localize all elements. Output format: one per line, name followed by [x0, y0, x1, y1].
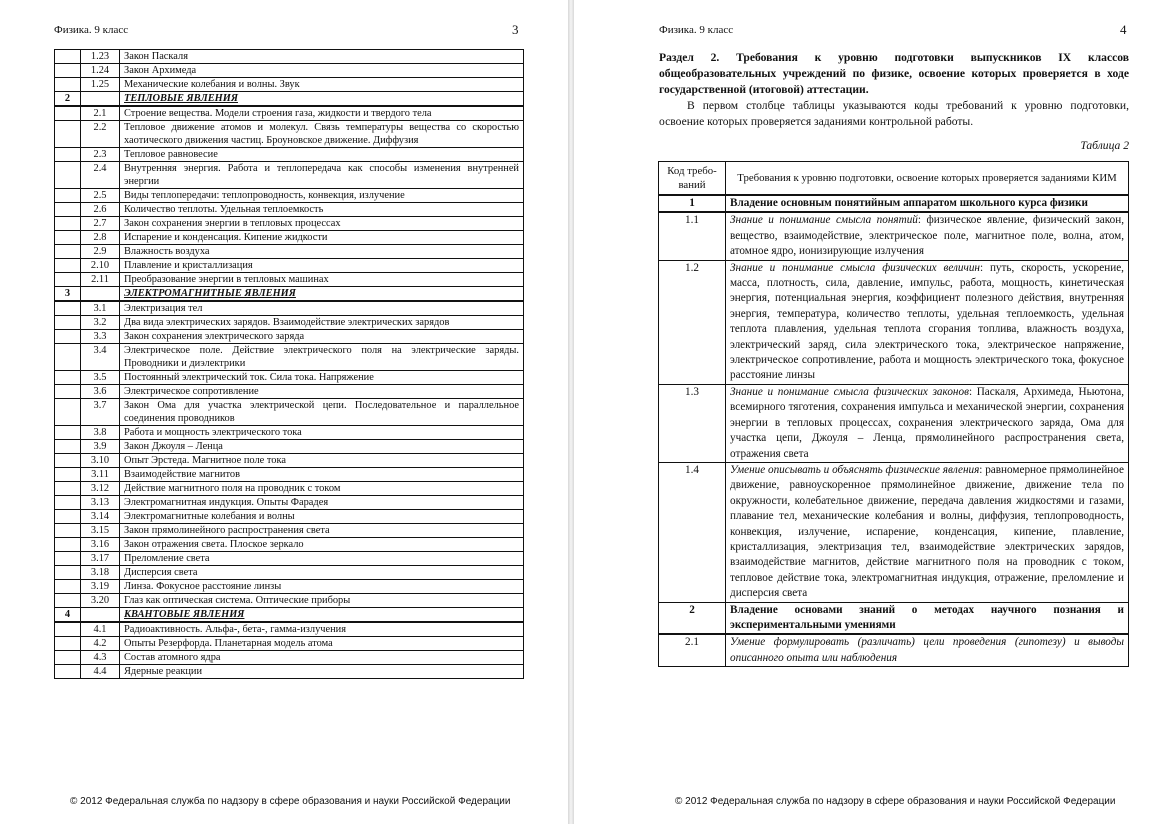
section-number — [55, 203, 81, 217]
element-text: Глаз как оптическая система. Оптические приборы — [120, 594, 524, 608]
requirement-code: 1.2 — [659, 260, 726, 384]
element-text: Преобразование энергии в тепловых машинах — [120, 273, 524, 287]
element-text: Дисперсия света — [120, 566, 524, 580]
table-row — [659, 260, 1129, 384]
element-code: 2.6 — [81, 203, 120, 217]
page-footer: © 2012 Федеральная служба по надзору в сфере образования и науки Российской Федерации — [70, 796, 511, 807]
element-code — [81, 608, 120, 623]
element-text: Ядерные реакции — [120, 665, 524, 679]
element-code: 2.8 — [81, 231, 120, 245]
section-number — [55, 482, 81, 496]
element-text: ТЕПЛОВЫЕ ЯВЛЕНИЯ — [120, 92, 524, 107]
element-code: 3.6 — [81, 385, 120, 399]
section-number — [55, 385, 81, 399]
section-number — [55, 344, 81, 371]
page-number: 4 — [1120, 22, 1127, 37]
element-code: 3.9 — [81, 440, 120, 454]
element-code: 2.5 — [81, 189, 120, 203]
element-code: 1.24 — [81, 64, 120, 78]
requirements-table — [658, 161, 1129, 667]
section-number — [55, 566, 81, 580]
element-text: КВАНТОВЫЕ ЯВЛЕНИЯ — [120, 608, 524, 623]
requirement-lead: Знание и понимание смысла физических законов — [730, 385, 969, 398]
element-text: ЭЛЕКТРОМАГНИТНЫЕ ЯВЛЕНИЯ — [120, 287, 524, 302]
element-text: Два вида электрических зарядов. Взаимодействие электрических зарядов — [120, 316, 524, 330]
header-description: Требования к уровню подготовки, освоение которых проверяется заданиями КИМ — [726, 162, 1129, 196]
element-text: Электрическое поле. Действие электрического поля на электрические заряды. Проводники и диэлектрики — [120, 344, 524, 371]
section-number — [55, 106, 81, 121]
page-number: 3 — [512, 22, 519, 37]
table-row — [55, 245, 524, 259]
element-text: Электромагнитная индукция. Опыты Фарадея — [120, 496, 524, 510]
table-row — [55, 50, 524, 64]
section-number — [55, 273, 81, 287]
page-header: Физика. 9 класс — [659, 24, 734, 36]
element-code: 3.17 — [81, 552, 120, 566]
element-text: Радиоактивность. Альфа-, бета-, гамма-излучения — [120, 622, 524, 637]
section-number — [55, 399, 81, 426]
element-text: Закон Архимеда — [120, 64, 524, 78]
requirement-code: 2.1 — [659, 634, 726, 666]
table-row — [55, 399, 524, 426]
element-text: Опыт Эрстеда. Магнитное поле тока — [120, 454, 524, 468]
requirement-text: Владение основами знаний о методах научного познания и экспериментальными умениями — [730, 603, 1124, 631]
table-header-row — [659, 162, 1129, 196]
table-row — [55, 301, 524, 316]
element-code: 1.25 — [81, 78, 120, 92]
table-row — [55, 566, 524, 580]
element-code: 3.2 — [81, 316, 120, 330]
table-row — [55, 454, 524, 468]
element-text: Линза. Фокусное расстояние линзы — [120, 580, 524, 594]
section-number — [55, 330, 81, 344]
section-number — [55, 189, 81, 203]
element-text: Закон отражения света. Плоское зеркало — [120, 538, 524, 552]
table-row — [55, 482, 524, 496]
element-code: 3.1 — [81, 301, 120, 316]
element-text: Закон Джоуля – Ленца — [120, 440, 524, 454]
requirement-description — [726, 260, 1129, 384]
element-code: 2.10 — [81, 259, 120, 273]
requirement-code: 1.3 — [659, 384, 726, 462]
section-number — [55, 78, 81, 92]
section-number — [55, 594, 81, 608]
section-number — [55, 259, 81, 273]
element-text: Влажность воздуха — [120, 245, 524, 259]
table-row — [55, 273, 524, 287]
table-row — [55, 468, 524, 482]
table-row — [55, 440, 524, 454]
table-row — [55, 148, 524, 162]
element-code: 2.11 — [81, 273, 120, 287]
table-row — [55, 121, 524, 148]
requirement-description — [726, 602, 1129, 634]
element-text: Количество теплоты. Удельная теплоемкость — [120, 203, 524, 217]
table-row — [55, 189, 524, 203]
requirement-code: 2 — [659, 602, 726, 634]
table-row — [659, 462, 1129, 602]
table-row — [55, 259, 524, 273]
element-code: 2.7 — [81, 217, 120, 231]
requirement-lead: Умение описывать и объяснять физические явления — [730, 463, 980, 476]
element-code: 3.12 — [81, 482, 120, 496]
element-text: Постоянный электрический ток. Сила тока. Напряжение — [120, 371, 524, 385]
element-text: Виды теплопередачи: теплопроводность, конвекция, излучение — [120, 189, 524, 203]
element-code — [81, 287, 120, 302]
element-text: Строение вещества. Модели строения газа, жидкости и твердого тела — [120, 106, 524, 121]
element-code: 3.13 — [81, 496, 120, 510]
requirement-lead: Умение формулировать (различать) цели проведения (гипотезу) и выводы описанного опыта или наблюдения — [730, 636, 1124, 664]
requirement-text: Владение основным понятийным аппаратом школьного курса физики — [730, 197, 1088, 209]
section-number — [55, 580, 81, 594]
table-row — [55, 622, 524, 637]
element-text: Механические колебания и волны. Звук — [120, 78, 524, 92]
requirement-code: 1.4 — [659, 462, 726, 602]
element-code: 4.4 — [81, 665, 120, 679]
requirement-description — [726, 462, 1129, 602]
element-code: 3.11 — [81, 468, 120, 482]
section-number — [55, 245, 81, 259]
element-code: 3.20 — [81, 594, 120, 608]
element-text: Закон сохранения энергии в тепловых процессах — [120, 217, 524, 231]
element-text: Плавление и кристаллизация — [120, 259, 524, 273]
element-text: Опыты Резерфорда. Планетарная модель атома — [120, 637, 524, 651]
element-text: Тепловое равновесие — [120, 148, 524, 162]
element-text: Закон Ома для участка электрической цепи. Последовательное и параллельное соединения проводников — [120, 399, 524, 426]
element-code: 3.10 — [81, 454, 120, 468]
requirement-lead: Знание и понимание смысла физических величин — [730, 261, 980, 274]
requirement-text: : физическое явление, физический закон, вещество, взаимодействие, электрическое поле, магнитное поле, волна, атом, атомное ядро, ионизирующие излучения — [730, 214, 1124, 258]
table-row — [659, 212, 1129, 260]
element-text: Преломление света — [120, 552, 524, 566]
section-row — [659, 602, 1129, 634]
content-codes-table — [54, 49, 524, 679]
element-code: 3.14 — [81, 510, 120, 524]
section-number — [55, 622, 81, 637]
requirement-description — [726, 195, 1129, 212]
element-text: Работа и мощность электрического тока — [120, 426, 524, 440]
section-number — [55, 510, 81, 524]
section-number — [55, 665, 81, 679]
element-code: 3.5 — [81, 371, 120, 385]
element-code: 3.3 — [81, 330, 120, 344]
section-number — [55, 426, 81, 440]
element-code: 3.7 — [81, 399, 120, 426]
table-row — [55, 580, 524, 594]
page-footer: © 2012 Федеральная служба по надзору в сфере образования и науки Российской Федерации — [675, 796, 1116, 807]
element-text: Электромагнитные колебания и волны — [120, 510, 524, 524]
element-code: 2.3 — [81, 148, 120, 162]
section-number: 3 — [55, 287, 81, 302]
element-text: Состав атомного ядра — [120, 651, 524, 665]
section-number — [55, 371, 81, 385]
table-row — [55, 203, 524, 217]
header-code: Код требо-ваний — [659, 162, 726, 196]
requirement-text: : путь, скорость, ускорение, масса, плотность, сила, давление, импульс, работа, мощность, кинетическая энергия, потенциальная энергия, коэффициент полезного действия, внутренняя энергия, температура, количество теплоты, удельная теплоемкость, удельная теплота плавления, удельная теплота сгорания топлива, влажность воздуха, электрический заряд, сила электрического тока, электрическое напряжение, электрическое сопротивление, работа и мощность электрического тока, фокусное расстояние линзы — [730, 261, 1124, 382]
section-heading: Раздел 2. Требования к уровню подготовки выпускников IX классов общеобразовательных учреждений по физике, освоение которых проверяется в ходе государственной (итоговой) аттестации. — [659, 51, 1129, 96]
element-code: 4.3 — [81, 651, 120, 665]
requirement-code: 1.1 — [659, 212, 726, 260]
table-row — [55, 426, 524, 440]
requirement-lead: Знание и понимание смысла понятий — [730, 214, 918, 227]
section-number: 4 — [55, 608, 81, 623]
element-code: 3.18 — [81, 566, 120, 580]
table-row — [55, 162, 524, 189]
table-row — [55, 496, 524, 510]
element-code: 3.4 — [81, 344, 120, 371]
table-row — [55, 371, 524, 385]
section-number — [55, 468, 81, 482]
element-text: Внутренняя энергия. Работа и теплопередача как способы изменения внутренней энергии — [120, 162, 524, 189]
section-number — [55, 148, 81, 162]
requirement-description — [726, 212, 1129, 260]
element-code — [81, 92, 120, 107]
table-row — [659, 634, 1129, 666]
table-row — [55, 385, 524, 399]
element-text: Закон сохранения электрического заряда — [120, 330, 524, 344]
requirement-description — [726, 384, 1129, 462]
table-row — [55, 665, 524, 679]
element-code: 4.2 — [81, 637, 120, 651]
table-label: Таблица 2 — [1080, 139, 1129, 152]
requirement-text: : равномерное прямолинейное движение, равноускоренное прямолинейное движение, движение тела по окружности, колебательное движение, передача давления жидкостями и газами, плавание тел, механические колебания и волны, диффузия, теплопроводность, конвекция, излучение, испарение, конденсация, кипение, плавление, кристаллизация, электризация тел, взаимодействие электрических зарядов, взаимодействие магнитов, действие магнитного поля на проводник с током, тепловое действие тока, электромагнитная индукция, отражение, преломление и дисперсия света — [730, 463, 1124, 600]
page-header: Физика. 9 класс — [54, 24, 129, 36]
table-row — [55, 217, 524, 231]
left-page — [0, 0, 568, 824]
section-number — [55, 162, 81, 189]
section-number — [55, 637, 81, 651]
section-number — [55, 496, 81, 510]
element-code: 3.8 — [81, 426, 120, 440]
section-number — [55, 524, 81, 538]
section-number — [55, 121, 81, 148]
section-number — [55, 552, 81, 566]
section-number — [55, 651, 81, 665]
requirement-description — [726, 634, 1129, 666]
section-number — [55, 301, 81, 316]
table-row — [55, 231, 524, 245]
table-row — [55, 552, 524, 566]
section-row — [659, 195, 1129, 212]
section-number — [55, 538, 81, 552]
table-row — [55, 78, 524, 92]
requirement-text: : Паскаля, Архимеда, Ньютона, всемирного тяготения, сохранения импульса и механической энергии, сохранения энергии в тепловых процессах, сохранения электрического заряда, Ома для участка цепи, Джоуля – Ленца, прямолинейного распространения света, отражения света — [730, 385, 1124, 460]
section-number — [55, 231, 81, 245]
section-row — [55, 608, 524, 623]
table-row — [55, 106, 524, 121]
section-number — [55, 64, 81, 78]
section-number — [55, 316, 81, 330]
element-code: 2.9 — [81, 245, 120, 259]
section-row — [55, 92, 524, 107]
table-row — [55, 64, 524, 78]
table-row — [55, 316, 524, 330]
section-number — [55, 454, 81, 468]
element-text: Электризация тел — [120, 301, 524, 316]
element-text: Электрическое сопротивление — [120, 385, 524, 399]
table-row — [55, 637, 524, 651]
table-row — [55, 510, 524, 524]
element-code: 2.4 — [81, 162, 120, 189]
element-code: 2.1 — [81, 106, 120, 121]
right-page — [574, 0, 1170, 824]
intro-paragraph: В первом столбце таблицы указываются коды требований к уровню подготовки, освоение которых проверяется заданиями контрольной работы. — [659, 99, 1129, 128]
element-text: Действие магнитного поля на проводник с током — [120, 482, 524, 496]
element-code: 1.23 — [81, 50, 120, 64]
element-text: Взаимодействие магнитов — [120, 468, 524, 482]
table-row — [659, 384, 1129, 462]
element-text: Тепловое движение атомов и молекул. Связь температуры вещества со скоростью хаотического движения частиц. Броуновское движение. Диффузия — [120, 121, 524, 148]
section-number — [55, 217, 81, 231]
element-text: Испарение и конденсация. Кипение жидкости — [120, 231, 524, 245]
requirement-code: 1 — [659, 195, 726, 212]
element-code: 3.19 — [81, 580, 120, 594]
element-text: Закон прямолинейного распространения света — [120, 524, 524, 538]
element-code: 3.15 — [81, 524, 120, 538]
table-row — [55, 524, 524, 538]
element-code: 4.1 — [81, 622, 120, 637]
element-code: 2.2 — [81, 121, 120, 148]
section-row — [55, 287, 524, 302]
table-row — [55, 538, 524, 552]
section-number — [55, 440, 81, 454]
section-number — [55, 50, 81, 64]
table-row — [55, 594, 524, 608]
element-text: Закон Паскаля — [120, 50, 524, 64]
section-number: 2 — [55, 92, 81, 107]
element-code: 3.16 — [81, 538, 120, 552]
table-row — [55, 330, 524, 344]
table-row — [55, 651, 524, 665]
table-row — [55, 344, 524, 371]
